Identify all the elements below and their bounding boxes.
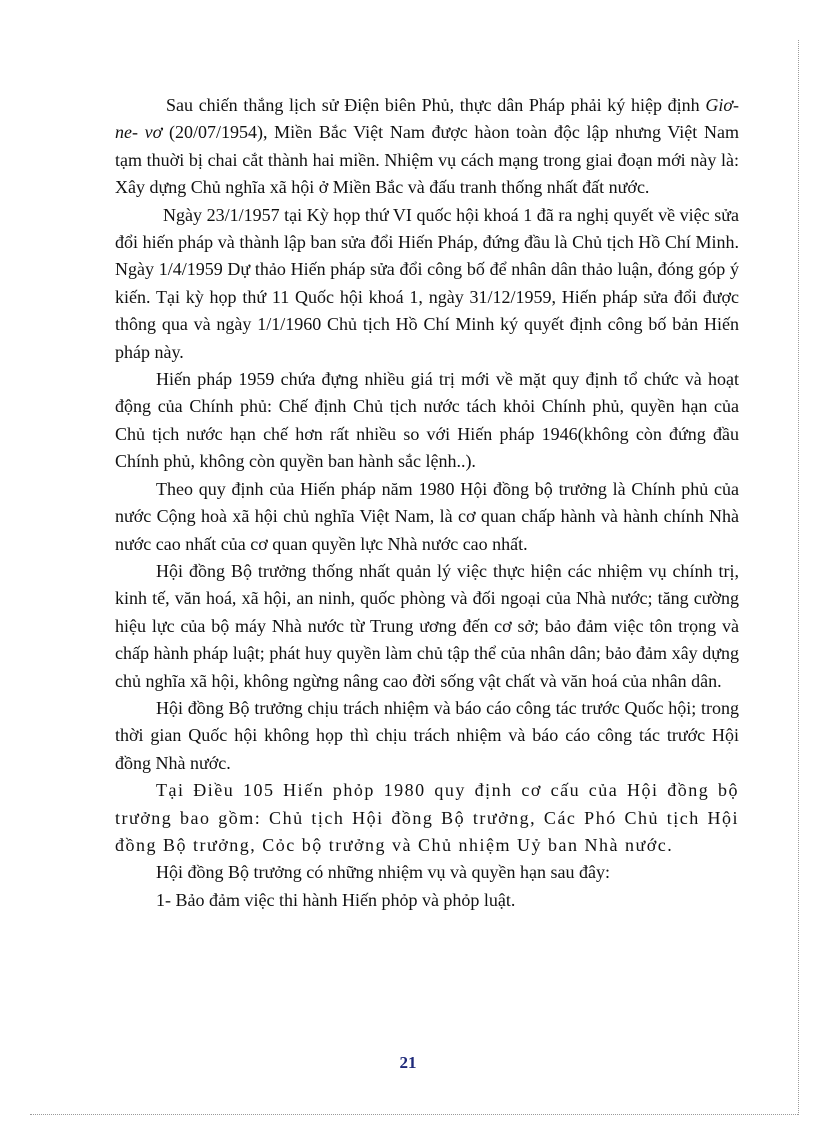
paragraph-4: Theo quy định của Hiến pháp năm 1980 Hội đồng bộ trưởng là Chính phủ của nước Cộng hoà xã hội chủ nghĩa Việt Nam, là cơ quan chấp hành và hành chính Nhà nước cao nhất của cơ quan quyền lực Nhà nước cao nhất. [115,478,739,554]
paragraph-3: Hiến pháp 1959 chứa đựng nhiều giá trị mới về mặt quy định tổ chức và hoạt động của Chính phủ: Chế định Chủ tịch nước tách khỏi Chính phủ, quyền hạn của Chủ tịch nước hạn chế hơn rất nhiều so với Hiến pháp 1946(không còn đứng đầu Chính phủ, không còn quyền ban hành sắc lệnh..). [115,369,739,472]
paragraph-2: Ngày 23/1/1957 tại Kỳ họp thứ VI quốc hội khoá 1 đã ra nghị quyết về việc sửa đổi hiến pháp và thành lập ban sửa đổi Hiến Pháp, đứng đầu là Chủ tịch Hồ Chí Minh. Ngày 1/4/1959 Dự thảo Hiến pháp sửa đổi công bố để nhân dân thảo luận, đóng góp ý kiến. Tại kỳ họp thứ 11 Quốc hội khoá 1, ngày 31/12/1959, Hiến pháp sửa đổi được thông qua và ngày 1/1/1960 Chủ tịch Hồ Chí Minh ký quyết định công bố bản Hiến pháp này. [115,204,739,362]
paragraph-9: 1- Bảo đảm việc thi hành Hiến phỏp và phỏp luật. [156,889,516,910]
paragraph-1 [115,92,739,202]
paragraph-8: Hội đồng Bộ trưởng có những nhiệm vụ và quyền hạn sau đây: [156,862,610,883]
paragraph-5: Hội đồng Bộ trưởng thống nhất quản lý việc thực hiện các nhiệm vụ chính trị, kinh tế, văn hoá, xã hội, an ninh, quốc phòng và đối ngoại của Nhà nước; tăng cường hiệu lực của bộ máy Nhà nước từ Trung ương đến cơ sở; bảo đảm việc tôn trọng và chấp hành pháp luật; phát huy quyền làm chủ tập thể của nhân dân; bảo đảm xây dựng chủ nghĩa xã hội, không ngừng nâng cao đời sống vật chất và văn hoá của nhân dân. [115,560,739,691]
paragraph-6: Hội đồng Bộ trưởng chịu trách nhiệm và báo cáo công tác trước Quốc hội; trong thời gian Quốc hội không họp thì chịu trách nhiệm và báo cáo công tác trước Hội đồng Nhà nước. [115,697,739,773]
paragraph-1-text-before: Sau chiến thắng lịch sử Điện biên Phủ, thực dân Pháp phải ký hiệp định [166,95,706,115]
page-number: 21 [399,1053,417,1072]
document-body [115,92,739,914]
treaty-name: Giơ- ne- vơ [115,95,739,143]
paragraph-1-text-after: (20/07/1954), Miền Bắc Việt Nam được hàon toàn độc lập nhưng Việt Nam tạm thuời bị chai cắt thành hai miền. Nhiệm vụ cách mạng trong giai đoạn mới này là: Xây dựng Chủ nghĩa xã hội ở Miền Bắc và đấu tranh thống nhất đất nước. [115,122,739,198]
page-border-bottom [30,1114,798,1115]
paragraph-7: Tại Điều 105 Hiến phỏp 1980 quy định cơ cấu của Hội đồng bộ trưởng bao gồm: Chủ tịch Hội đồng Bộ trưởng, Các Phó Chủ tịch Hội đồng Bộ trưởng, Cỏc bộ trưởng và Chủ nhiệm Uỷ ban Nhà nước. [115,780,739,855]
page-border-right [798,40,799,1115]
